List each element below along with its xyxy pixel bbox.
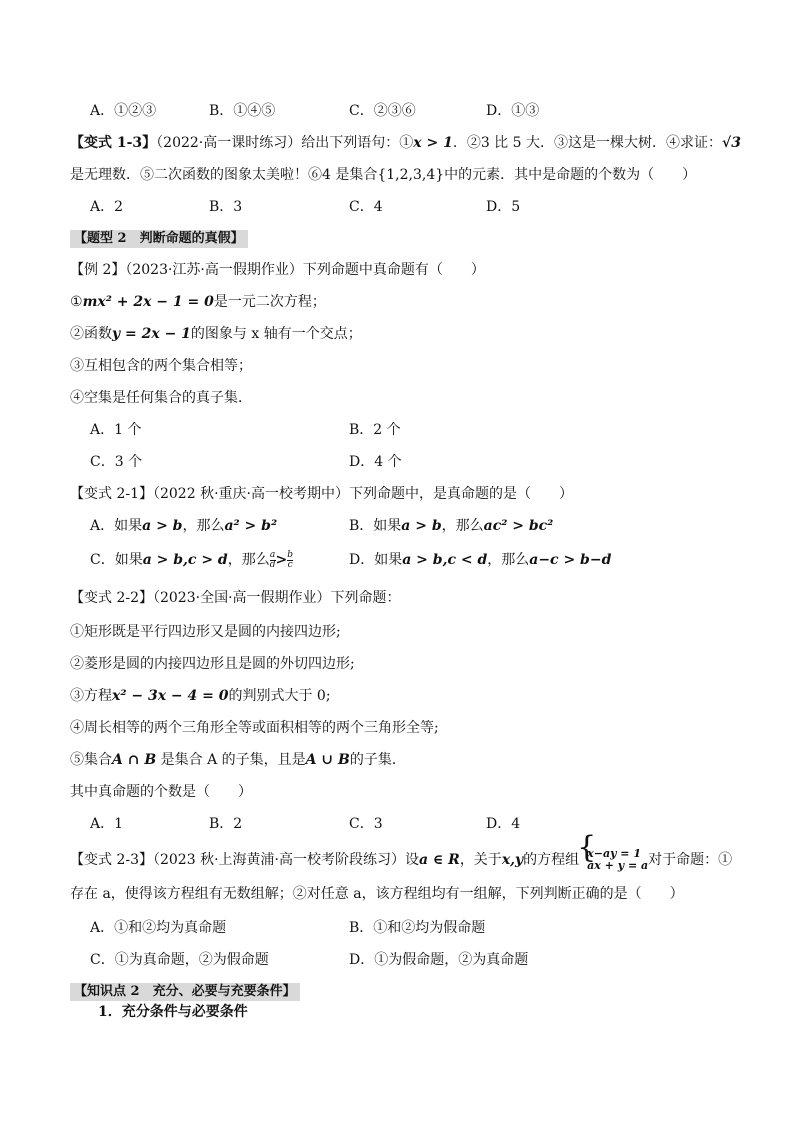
option-text: ，那么	[227, 552, 270, 568]
variant-2-2-item-1: ①矩形既是平行四边形又是圆的内接四边形;	[70, 624, 341, 640]
variant-1-3-text: ．②3 比 5 大．③这是一棵大树．④求证：	[452, 135, 722, 151]
v13-option-b: B．3	[209, 199, 243, 215]
v13-option-c: C．4	[349, 199, 383, 215]
equation-system	[579, 848, 648, 872]
item-text: 是集合 A 的子集，且是	[156, 752, 306, 768]
math-x-gt-1: x > 1	[413, 135, 453, 151]
fraction-b-over-c	[287, 551, 293, 570]
variant-2-3-line2: 存在 a，使得该方程组有无数组解；②对任意 a，该方程组均有一组解，下列判断正确的是（ ）	[70, 886, 684, 902]
option-c: C．②③⑥	[349, 103, 416, 119]
math: x,y	[501, 852, 524, 868]
item-text: 的判别式大于 0;	[228, 688, 331, 704]
v23-option-b: B．①和②均为假命题	[349, 920, 486, 936]
v13-option-d: D．5	[486, 199, 521, 215]
variant-text: ，关于	[459, 852, 502, 868]
math-sqrt3: √3	[722, 135, 741, 151]
math: a > b,c < d	[402, 552, 488, 568]
option-b: B．①④⑤	[209, 103, 276, 119]
item-text: 是一元二次方程；	[213, 294, 326, 310]
math: A ∪ B	[305, 752, 350, 768]
variant-2-2-intro: 【变式 2-2】（2023·全国·高一假期作业）下列命题：	[70, 590, 401, 606]
v21-option-b	[349, 516, 553, 536]
v13-option-a: A．2	[90, 199, 124, 215]
option-text: ，那么	[487, 552, 530, 568]
variant-2-3-line1	[70, 848, 732, 872]
option-text: ，那么	[441, 518, 484, 534]
variant-2-2-item-3	[70, 686, 331, 706]
option-a: A．①②③	[90, 103, 157, 119]
item-text: ②函数	[70, 326, 112, 342]
equation-1: { x−ay = 1	[587, 847, 641, 860]
math: a−c > b−d	[529, 552, 612, 568]
option-d: D．①③	[486, 103, 540, 119]
ex2-option-d: D．4 个	[349, 454, 402, 470]
example-2-intro: 【例 2】（2023·江苏·高一假期作业）下列命题中真命题有（ ）	[70, 262, 485, 278]
denominator: d	[269, 559, 276, 570]
variant-1-3-source: （2022·高一课时练习）给出下列语句：①	[156, 135, 414, 151]
variant-1-3-tag: 【变式 1-3】	[70, 135, 157, 151]
numerator: b	[287, 549, 293, 560]
item-text: 的图象与 x 轴有一个交点；	[190, 326, 362, 342]
v23-option-a: A．①和②均为真命题	[90, 920, 227, 936]
option-text: A．如果	[90, 518, 143, 534]
math: a > b,c > d	[142, 552, 228, 568]
variant-2-1-intro: 【变式 2-1】（2022 秋·重庆·高一校考期中）下列命题中，是真命题的是（ ）	[70, 486, 573, 502]
math-quadratic: mx² + 2x − 1 = 0	[82, 294, 214, 310]
variant-1-3-line2: 是无理数．⑤二次函数的图象太美啦！⑥4 是集合{1,2,3,4}中的元素．其中是命题的个数为（ ）	[70, 167, 697, 183]
variant-1-3-line1	[70, 133, 741, 153]
math: A ∩ B	[112, 752, 157, 768]
ex2-option-b: B．2 个	[349, 422, 401, 438]
math: ac² > bc²	[483, 518, 554, 534]
option-text: ，那么	[182, 518, 225, 534]
equation-2: ax + y = a	[587, 859, 649, 872]
section-type-2-title: 【题型 2 判断命题的真假】	[70, 230, 248, 248]
v22-option-b: B．2	[209, 816, 243, 832]
example-2-item-2	[70, 324, 362, 344]
denominator: c	[287, 559, 293, 570]
variant-text: 的方程组	[523, 852, 580, 868]
math: >	[275, 552, 288, 568]
v22-option-a: A．1	[90, 816, 124, 832]
ex2-option-a: A．1 个	[90, 422, 142, 438]
numerator: a	[269, 549, 276, 560]
v21-option-d	[349, 550, 611, 570]
variant-2-2-item-2: ②菱形是圆的内接四边形且是圆的外切四边形;	[70, 656, 355, 672]
example-2-item-4: ④空集是任何集合的真子集．	[70, 390, 252, 406]
variant-2-2-item-5	[70, 750, 406, 770]
variant-text: 【变式 2-3】（2023 秋·上海黄浦·高一校考阶段练习）设	[70, 852, 419, 868]
item-text: ③方程	[70, 688, 112, 704]
knowledge-point-2-title: 【知识点 2 充分、必要与充要条件】	[70, 983, 300, 1001]
example-2-item-3: ③互相包含的两个集合相等；	[70, 358, 252, 374]
math: a² > b²	[224, 518, 278, 534]
v23-option-d: D．①为假命题，②为真命题	[349, 952, 529, 968]
v21-option-c	[90, 550, 293, 570]
variant-text: 对于命题：①	[648, 852, 733, 868]
option-text: D．如果	[349, 552, 403, 568]
math: a > b	[142, 518, 183, 534]
variant-2-2-item-4: ④周长相等的两个三角形全等或面积相等的两个三角形全等;	[70, 720, 439, 736]
variant-2-2-question: 其中真命题的个数是（ ）	[70, 784, 252, 800]
example-2-item-1	[70, 292, 326, 312]
math: a > b	[401, 518, 442, 534]
math: a ∈ R	[418, 852, 460, 868]
math: x² − 3x − 4 = 0	[112, 688, 229, 704]
v21-option-a	[90, 516, 277, 536]
option-text: B．如果	[349, 518, 402, 534]
v22-option-d: D．4	[486, 816, 521, 832]
option-text: C．如果	[90, 552, 143, 568]
knowledge-point-2-subtitle: 1．充分条件与必要条件	[98, 1004, 248, 1020]
v22-option-c: C．3	[349, 816, 383, 832]
item-text: 的子集．	[349, 752, 406, 768]
ex2-option-c: C．3 个	[90, 454, 143, 470]
math-linear: y = 2x − 1	[112, 326, 191, 342]
item-marker: ①	[70, 294, 83, 310]
item-text: ⑤集合	[70, 752, 112, 768]
v23-option-c: C．①为真命题，②为假命题	[90, 952, 269, 968]
